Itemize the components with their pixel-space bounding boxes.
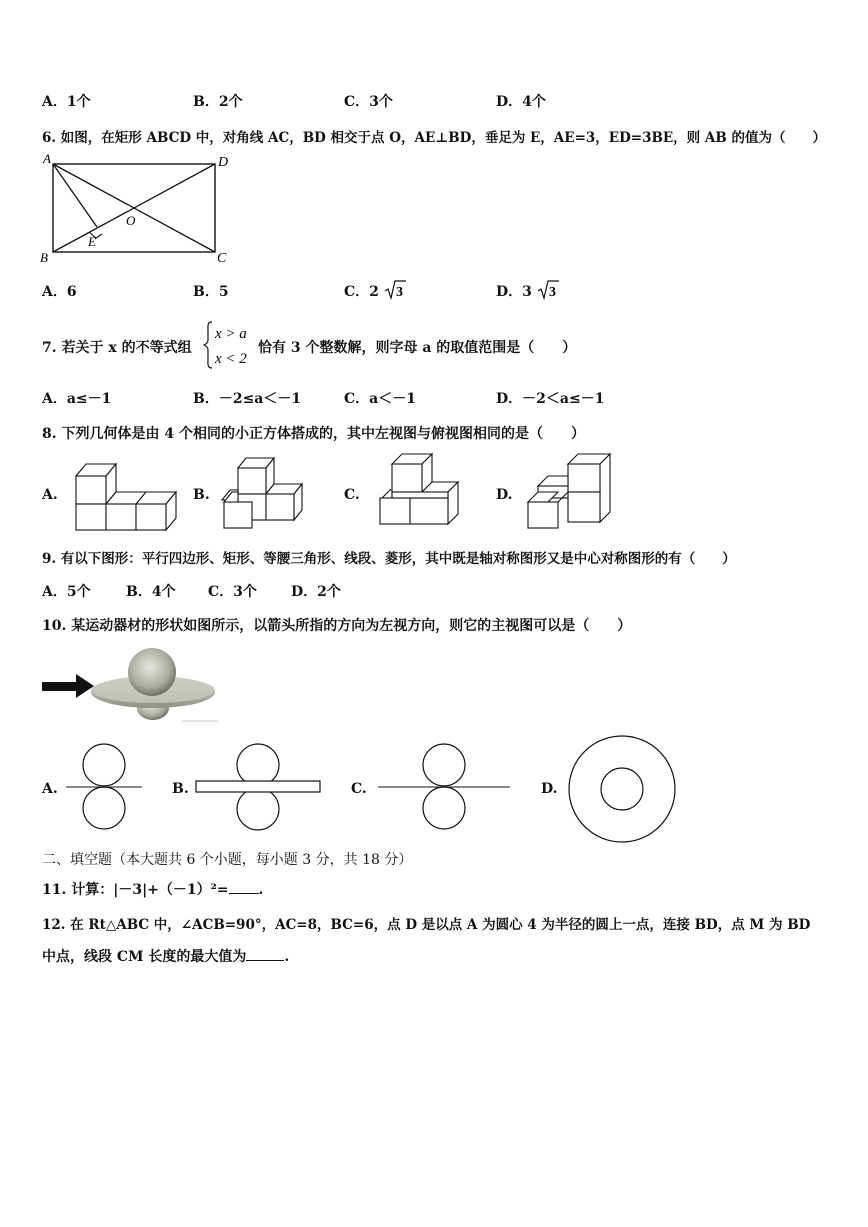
- q10-view-c: [374, 741, 514, 833]
- q8-stem: 8. 下列几何体是由 4 个相同的小正方体搭成的，其中左视图与俯视图相同的是（ ）: [42, 426, 585, 442]
- q7-option-c: C．a＜－1: [344, 391, 416, 407]
- radicand: 3: [395, 285, 403, 300]
- q5-option-a: A．1个: [42, 94, 91, 110]
- q11-text: 11. 计算：|－3|+（－1）²=: [42, 882, 229, 898]
- label-a: A: [43, 152, 51, 166]
- segment-ae: [53, 164, 97, 227]
- q8-solid-c: [372, 452, 464, 532]
- q10-equipment-figure: [40, 644, 220, 726]
- q8-option-c: C.: [344, 487, 360, 503]
- q10-option-c: C.: [351, 781, 367, 797]
- q9-option-c: C．3个: [208, 584, 257, 600]
- q6-stem: 6. 如图，在矩形 ABCD 中，对角线 AC，BD 相交于点 O，AE⊥BD，垂足为 E，AE=3，ED=3BE，则 AB 的值为（ ）: [42, 130, 826, 146]
- q12-end: .: [284, 949, 290, 965]
- q6-option-a: A．6: [42, 284, 77, 300]
- q10-view-a: [62, 741, 146, 833]
- label-d: D: [218, 155, 229, 170]
- q8-solid-a: [64, 458, 182, 532]
- q8-solid-d: [522, 452, 618, 532]
- q8-option-b: B.: [193, 487, 210, 503]
- section-2-title: 二、填空题（本大题共 6 个小题，每小题 3 分，共 18 分）: [42, 852, 413, 868]
- q7-option-a: A．a≤－1: [42, 391, 112, 407]
- q7-inequality-2: x < 2: [215, 351, 247, 367]
- upper-sphere: [128, 648, 176, 696]
- q7-inequality-1: x > a: [215, 326, 247, 342]
- q7-option-d: D．－2＜a≤－1: [496, 391, 605, 407]
- q6-option-c: [344, 281, 406, 303]
- q7-brace: [203, 320, 255, 370]
- label-c: C: [217, 251, 227, 264]
- q11-answer-blank[interactable]: [229, 881, 259, 894]
- q7-stem-before: 7. 若关于 x 的不等式组: [42, 340, 192, 356]
- q12-line-1: 12. 在 Rt△ABC 中，∠ACB=90°，AC=8，BC=6，点 D 是以点 A 为圆心 4 为半径的圆上一点，连接 BD，点 M 为 BD: [42, 917, 811, 933]
- q9-option-b: B．4个: [126, 584, 176, 600]
- q10-stem: 10. 某运动器材的形状如图所示，以箭头所指的方向为左视方向，则它的主视图可以是（ ）: [42, 618, 632, 634]
- q6-option-d-label: D．3: [496, 284, 532, 300]
- q12-line-2-wrap: [42, 946, 289, 966]
- arrow-icon: [42, 674, 94, 698]
- q10-view-d: [565, 735, 679, 845]
- q8-option-d: D.: [496, 487, 513, 503]
- q7-option-b: B．－2≤a＜－1: [193, 391, 302, 407]
- q10-option-a: A.: [42, 781, 58, 797]
- sqrt-symbol: [532, 282, 559, 298]
- q11-end: .: [258, 882, 264, 898]
- q6-option-c-label: C．2: [344, 284, 379, 300]
- q6-rectangle-figure: [38, 152, 238, 264]
- label-b: B: [40, 250, 48, 264]
- q5-option-d: D．4个: [496, 94, 546, 110]
- q9-option-d: D．2个: [291, 584, 341, 600]
- radicand: 3: [548, 285, 556, 300]
- q10-option-d: D.: [541, 781, 558, 797]
- q5-option-b: B．2个: [193, 94, 243, 110]
- q12-answer-blank[interactable]: [246, 948, 284, 961]
- q8-option-a: A.: [42, 487, 58, 503]
- q6-option-d: [496, 281, 559, 303]
- q9-option-a: A．5个: [42, 584, 91, 600]
- q9-stem: 9. 有以下图形：平行四边形、矩形、等腰三角形、线段、菱形，其中既是轴对称图形又是中心对称图形的有（ ）: [42, 551, 736, 567]
- q10-option-b: B.: [172, 781, 189, 797]
- label-e: E: [88, 234, 96, 249]
- sqrt-symbol: [379, 282, 406, 298]
- q12-line-2: 中点，线段 CM 长度的最大值为: [42, 949, 247, 965]
- q7-stem-after: 恰有 3 个整数解，则字母 a 的取值范围是（ ）: [258, 340, 577, 356]
- q8-solid-b: [218, 456, 306, 532]
- q10-view-b: [192, 741, 324, 833]
- label-o: O: [126, 213, 136, 228]
- q6-option-b: B．5: [193, 284, 229, 300]
- q5-option-c: C．3个: [344, 94, 393, 110]
- q11-line: [42, 879, 263, 899]
